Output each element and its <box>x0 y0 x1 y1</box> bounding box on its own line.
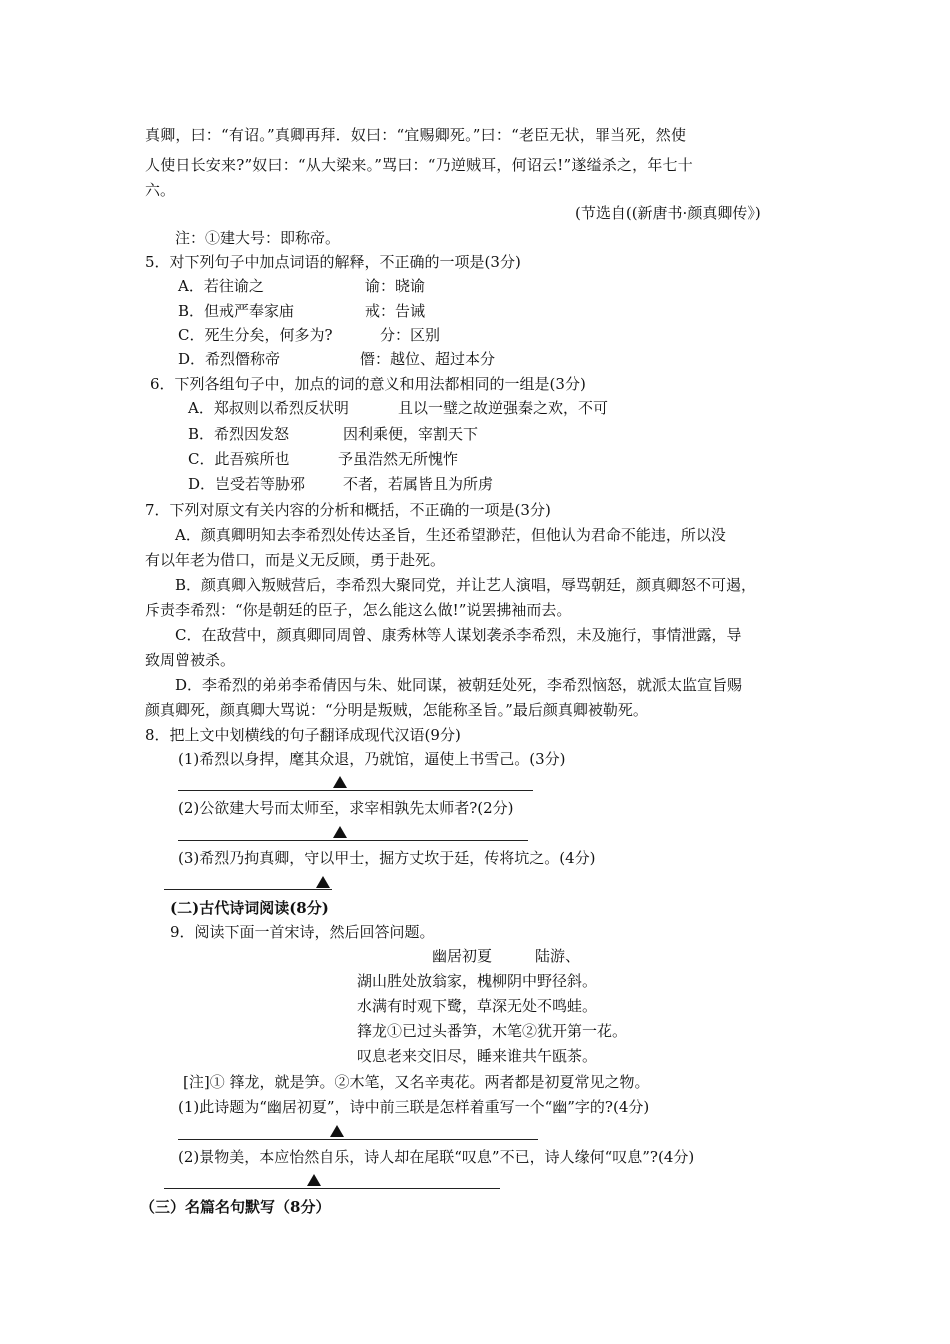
q5-gloss-c: 分：区别 <box>380 326 441 344</box>
q6-option-a-right: 且以一璧之故逆强秦之欢，不可 <box>398 399 609 417</box>
answer-mark-icon <box>307 1174 321 1186</box>
answer-mark-icon <box>333 776 347 788</box>
q5-gloss-b: 戒：告诫 <box>365 302 426 320</box>
section2-heading: (二)古代诗词阅读(8分) <box>170 899 329 917</box>
answer-mark-icon <box>333 826 347 838</box>
q5-gloss-d: 僭：越位、超过本分 <box>360 350 496 368</box>
answer-line-q8-1[interactable] <box>178 790 533 791</box>
q7-a-line-1: A．颜真卿明知去李希烈处传达圣旨，生还希望渺茫，但他认为君命不能违，所以没 <box>175 526 726 544</box>
q5-option-b: B．但戒严奉家庙 <box>178 302 295 320</box>
section3-heading: （三）名篇名句默写（8分） <box>140 1198 331 1216</box>
answer-mark-icon <box>330 1125 344 1137</box>
q7-d-line-1: D．李希烈的弟弟李希倩因与朱、妣同谋，被朝廷处死，李希烈恼怒，就派太监宣旨赐 <box>175 676 743 694</box>
q5-option-c: C．死生分矣，何多为? <box>178 326 333 344</box>
q5-option-d: D．希烈僭称帝 <box>178 350 281 368</box>
q9-sub-2: (2)景物美，本应怡然自乐，诗人却在尾联“叹息”不已，诗人缘何“叹息”?(4分) <box>178 1148 695 1166</box>
q7-stem: 7．下列对原文有关内容的分析和概括，不正确的一项是(3分) <box>145 501 551 519</box>
answer-line-q8-2[interactable] <box>178 840 528 841</box>
q6-option-b-right: 因利乘便，宰割天下 <box>343 425 479 443</box>
q7-d-line-2: 颜真卿死，颜真卿大骂说：“分明是叛贼，怎能称圣旨。”最后颜真卿被勒死。 <box>145 701 648 719</box>
q8-item-3: (3)希烈乃拘真卿，守以甲士，掘方丈坎于廷，传将坑之。(4分) <box>178 849 596 867</box>
q8-stem: 8．把上文中划横线的句子翻译成现代汉语(9分) <box>145 726 461 744</box>
q6-option-b-left: B．希烈因发怒 <box>188 425 290 443</box>
q9-stem: 9．阅读下面一首宋诗，然后回答问题。 <box>170 923 435 941</box>
q8-item-2: (2)公欲建大号而太师至，求宰相孰先太师者?(2分) <box>178 799 514 817</box>
passage-line-3: 六。 <box>145 181 176 199</box>
passage-line-2: 人使日长安来?”奴曰：“从大梁来。”骂曰：“乃逆贼耳，何诏云!”遂缢杀之，年七十 <box>145 156 693 174</box>
passage-note: 注：①建大号：即称帝。 <box>175 229 341 247</box>
q5-option-a: A．若往谕之 <box>178 277 264 295</box>
poem-note: [注]① 箨龙，就是笋。②木笔，又名辛夷花。两者都是初夏常见之物。 <box>183 1073 650 1091</box>
poem-line-4: 叹息老来交旧尽，睡来谁共午瓯茶。 <box>357 1047 598 1065</box>
q6-option-c-right: 予虽浩然无所愧怍 <box>338 450 459 468</box>
q7-c-line-2: 致周曾被杀。 <box>145 651 236 669</box>
poem-line-2: 水满有时观下鹭，草深无处不鸣蛙。 <box>357 997 598 1015</box>
poem-line-3: 箨龙①已过头番笋，木笔②犹开第一花。 <box>357 1022 628 1040</box>
poem-title: 幽居初夏 <box>432 947 493 965</box>
q5-stem: 5．对下列句子中加点词语的解释，不正确的一项是(3分) <box>145 253 521 271</box>
q6-stem: 6．下列各组句子中，加点的词的意义和用法都相同的一组是(3分) <box>150 375 586 393</box>
q7-a-line-2: 有以年老为借口，而是义无反顾，勇于赴死。 <box>145 551 446 569</box>
q7-c-line-1: C．在敌营中，颜真卿同周曾、康秀林等人谋划袭杀李希烈，未及施行，事情泄露，导 <box>175 626 742 644</box>
q6-option-c-left: C．此吾殡所也 <box>188 450 290 468</box>
poem-line-1: 湖山胜处放翁家，槐柳阴中野径斜。 <box>357 972 598 990</box>
q7-b-line-1: B．颜真卿入叛贼营后，李希烈大聚同党，并让艺人演唱，辱骂朝廷，颜真卿怒不可遏， <box>175 576 757 594</box>
poem-author: 陆游、 <box>535 947 581 965</box>
answer-line-q8-3[interactable] <box>164 889 332 890</box>
source-citation: (节选自((新唐书·颜真卿传》) <box>575 204 761 222</box>
passage-line-1: 真卿，曰：“有诏。”真卿再拜．奴曰：“宜赐卿死。”曰：“老臣无状，罪当死，然使 <box>145 126 687 144</box>
answer-line-q9-2[interactable] <box>164 1188 500 1189</box>
answer-mark-icon <box>316 876 330 888</box>
q6-option-d-right: 不者，若属皆且为所虏 <box>343 475 494 493</box>
q8-item-1: (1)希烈以身捍，麾其众退，乃就馆，逼使上书雪己。(3分) <box>178 750 566 768</box>
q6-option-a-left: A．郑叔则以希烈反状明 <box>188 399 349 417</box>
q5-gloss-a: 谕：晓谕 <box>365 277 426 295</box>
answer-line-q9-1[interactable] <box>178 1139 538 1140</box>
q6-option-d-left: D．岂受若等胁邪 <box>188 475 306 493</box>
q7-b-line-2: 斥责李希烈：“你是朝廷的臣子，怎么能这么做!”说罢拂袖而去。 <box>145 601 572 619</box>
q9-sub-1: (1)此诗题为“幽居初夏”，诗中前三联是怎样着重写一个“幽”字的?(4分) <box>178 1098 650 1116</box>
